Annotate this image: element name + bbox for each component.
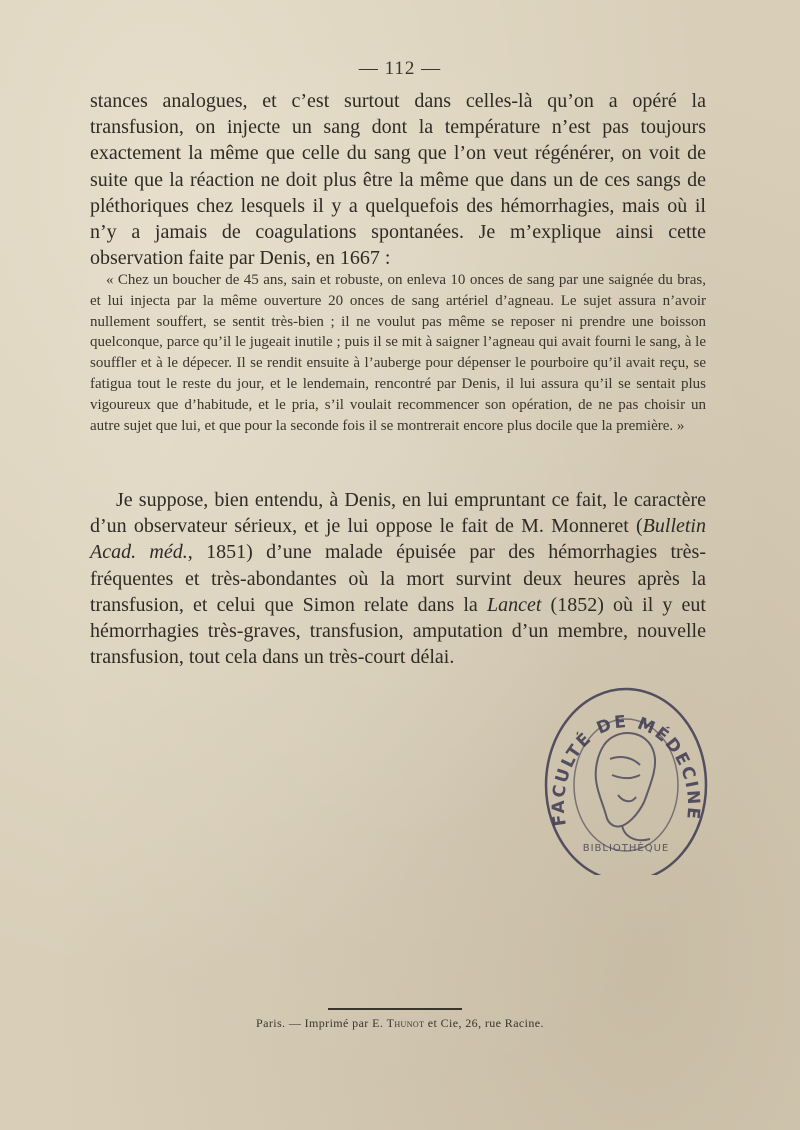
imprint-address: et Cie, 26, rue Racine. [424,1016,544,1030]
paragraph-2-part-2: , 1851) d’une malade épuisée par des hémorrhagies très-fréquentes et très-abondantes où la mort survint deux heures après la transfusion, et celui que Simon relate dans la [90,541,706,616]
quoted-observation: « Chez un boucher de 45 ans, sain et robuste, on enleva 10 onces de sang par une saignée du bras, et lui injecta par la même ouverture 20 onces de sang artériel d’agneau. Le sujet assura n’avoir nullement souffert, se sentit très-bien ; il ne voulut pas même se reposer ni prendre une boisson quelconque, parce qu’il le jugeait inutile ; puis il se mit à saigner l’agneau qui avait fourni le sang, à le souffler et à le dépecer. Il se rendit ensuite à l’auberge pour dépenser le pourboire qu’il avait reçu, se fatigua tout le reste du jour, et le lendemain, rencontré par Denis, il lui assura qu’il se sentait plus vigoureux que d’habitude, et le pria, s’il voulait recommencer son opération, de ne pas choisir un autre sujet que lui, et que pour la seconde fois il se montrerait encore plus docile que la première. » [90,272,706,434]
imprint-printer: Thunot [386,1016,425,1030]
journal-citation-lancet: Lancet [486,593,542,616]
library-stamp [536,675,712,875]
stamp-seal-icon [536,675,712,875]
footer-rule [328,1008,462,1010]
svg-text:FACULTÉ DE MÉDECINE DE PARIS: FACULTÉ DE MÉDECINE [548,711,704,828]
body-paragraph-1: stances analogues, et c’est surtout dans celles-là qu’on a opéré la transfusion, on injecte un sang dont la température n’est pas toujours exactement la même que celle du sang que l’on veut régénérer, on voit de suite que la réaction ne doit plus être la même que dans un de ces sangs de pléthoriques chez lesquels il y a quelquefois des hémorrhagies, mais où il n’y a jamais de coagulations spontanées. Je m’explique ainsi cette observation faite par Denis, en 1667 : [90,90,706,270]
printer-imprint [0,1016,800,1031]
page-number: — 112 — [358,58,442,79]
paragraph-2-part-1: Je suppose, bien entendu, à Denis, en lui empruntant ce fait, le caractère d’un observateur sérieux, et je lui oppose le fait de M. Monneret ( [90,489,706,538]
body-paragraph-2 [90,487,706,670]
imprint-city: Paris. — Imprimé par E. [256,1016,387,1030]
journal-citation-bulletin: Bulletin Acad. méd. [90,515,706,564]
stamp-bottom-text: BIBLIOTHÈQUE [582,843,670,854]
paragraph-2-part-3: (1852) où il y eut hémorrhagies très-graves, transfusion, amputation d’un membre, nouvelle transfusion, tout cela dans un très-court délai. [90,593,706,669]
